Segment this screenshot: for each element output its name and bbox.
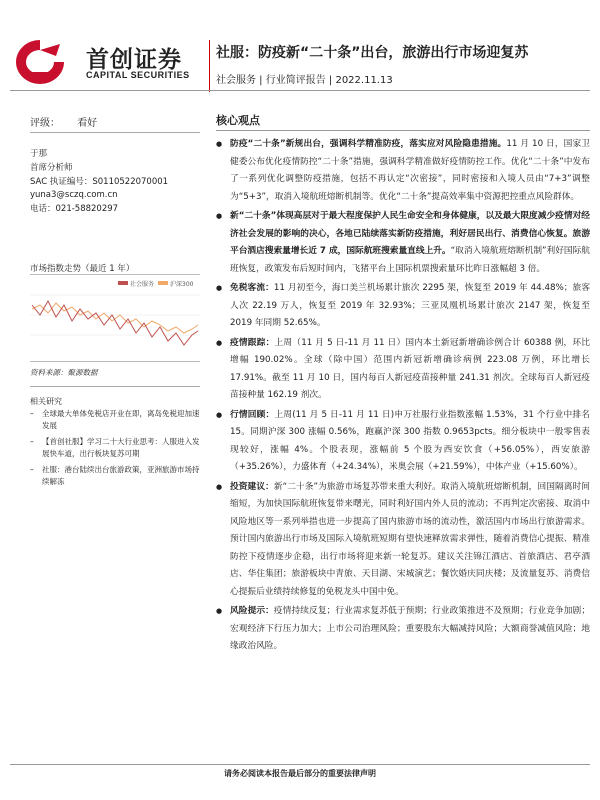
bullet-lead: 防疫“二十条”新规出台，强调科学精准防疫，落实应对风险隐患措施。 [230, 139, 507, 149]
core-view-item [216, 407, 590, 477]
bullet-body: “取消入境航班熔断机制”利好国际航班恢复，政策发布后短时间内，飞猪平台上国际机票搜索量环比昨日涨幅超 3 倍。 [230, 246, 590, 274]
rating-row [30, 114, 97, 129]
analyst-info [30, 148, 168, 217]
analyst-name: 于那 [30, 149, 48, 159]
chart-legend [118, 280, 194, 288]
capital-securities-logo-icon [10, 36, 70, 88]
bullet-icon: ● [216, 482, 223, 491]
list-dash-icon: – [30, 409, 34, 418]
bullet-lead: 免税客流： [230, 283, 274, 293]
related-research-list [30, 408, 202, 492]
bullet-icon: ● [216, 607, 223, 615]
bullet-icon: ● [216, 284, 223, 292]
bullet-lead: 新“二十条”体现高层对于最大程度保护人民生命安全和身体健康，以及最大限度减少疫情对经济社会发展的影响的决心，各地已陆续落实新防疫措施，利好居民出行、消费信心恢复。旅游平台酒店搜索量增长近 7 成，国际航班搜索量直线上升。 [230, 211, 590, 256]
list-dash-icon: – [30, 465, 34, 474]
footer-rule [10, 764, 590, 765]
bullet-icon: ● [216, 140, 223, 148]
chart-svg [30, 275, 200, 361]
bullet-lead: 投资建议： [230, 481, 274, 492]
analyst-phone: 电话：021-58820297 [30, 204, 119, 215]
analyst-sac: SAC 执证编号：S0110522070001 [30, 176, 169, 187]
bullet-icon: ● [216, 338, 223, 347]
header-divider [209, 40, 210, 92]
market-index-chart [30, 274, 200, 362]
legend-label-1: 沪深300 [170, 281, 194, 288]
core-view-item [216, 136, 590, 206]
bullet-body: 上周(11 月 5 日-11 月 11 日)申万社服行业指数涨幅 1.53%，31 个行业中排名 15。同期沪深 300 涨幅 0.56%，跑赢沪深 300 指数 0.9653pcts。细分板块中一般零售表现较好，涨幅 4%。个股表现，涨幅前 5 个股为西安饮食（+56.05%），西安旅游（+35.26%），力盛体育（+24.34%），米奥会展（+21.59%），中体产业（+15.60%）。 [230, 409, 590, 472]
legend-label-0: 社会服务 [130, 281, 155, 288]
bullet-icon: ● [216, 410, 223, 419]
rating-value: 看好 [77, 118, 98, 129]
core-view-item [216, 479, 590, 602]
bullet-lead: 行情回顾： [230, 409, 275, 420]
series-line-social-services [32, 301, 198, 345]
bullet-lead: 疫情跟踪： [230, 337, 275, 348]
related-item-text[interactable]: 【首创社服】学习二十大行业思考：人服进入发展快车道，出行板块复苏可期 [42, 437, 200, 458]
report-header [0, 0, 600, 108]
bullet-icon: ● [216, 212, 223, 220]
list-dash-icon: – [30, 437, 34, 446]
core-views-list [216, 136, 590, 658]
analyst-role: 首席分析师 [30, 162, 73, 173]
core-view-item [216, 335, 590, 405]
chart-title: 市场指数走势（最近 1 年） [30, 264, 135, 274]
bullet-body: 上周（11 月 5 日-11 月 11 日）国内本土新冠新增确诊例合计 60388 例，环比增幅 190.02%。全球（除中国）范围内新冠新增确诊病例 223.08 万例，环比增长 17.91%。截至 11 月 10 日，国内每百人新冠疫苗接种量 241.31 剂次。全球每百人新冠疫苗接种量 162.19 剂次。 [230, 337, 590, 400]
related-item-text[interactable]: 全球最大单体免税店开业在即，离岛免税迎加速发展 [42, 409, 200, 430]
report-title: 社服：防疫新“二十条”出台，旅游出行市场迎复苏 [216, 45, 529, 61]
core-view-item [216, 603, 590, 656]
core-view-item [216, 208, 590, 278]
core-view-item [216, 280, 590, 333]
bullet-lead: 风险提示： [230, 606, 274, 616]
bullet-body: 新“二十条”为旅游市场复苏带来重大利好。取消入境航班熔断机制，回国隔离时间缩短，为加快国际航班恢复带来曙光，同时利好国内外人员的流动；不再判定次密接、取消中风险地区等一系列举措也进一步提高了国内旅游市场的流动性，激活国内市场出行旅游需求。预计国内旅游出行市场及国际入境航班短期有望快速释放需求弹性，随着消费信心提振、精准防控下疫情逐步企稳，出行市场将迎来新一轮复苏。建议关注锦江酒店、首旅酒店、君亭酒店、华住集团；旅游板块中青旅、天目湖、宋城演艺；餐饮婚庆同庆楼；及流量复苏、消费信心提振后业绩持续修复的免税龙头中国中免。 [230, 481, 590, 597]
legend-swatch-1 [158, 281, 168, 285]
bullet-body: 11 月 10 日，国家卫健委公布优化疫情防控“二十条”措施，强调科学精准做好疫情防控工作。优化“二十条”中发布了一系列优化调整防疫措施，包括不再认定“次密接”，同时密接和入境人员由“7+3”调整为“5+3”，取消入境航班熔断机制等。优化“二十条”提高效率集中资源把控重点风险群体。 [230, 139, 590, 202]
chart-source: 资料来源：聚源数据 [30, 368, 98, 377]
rating-label: 评级： [30, 118, 60, 129]
report-meta: 社会服务 | 行业简评报告 | 2022.11.13 [216, 75, 393, 86]
header-rule [10, 90, 590, 91]
core-views-title: 核心观点 [216, 114, 260, 127]
legend-swatch-0 [118, 281, 128, 285]
related-item[interactable] [30, 464, 202, 488]
bullet-body: 11 月初至今，海口美兰机场累计旅次 2295 架，恢复至 2019 年 44.48%；旅客人次 22.19 万人，恢复至 2019 年 32.93%；三亚凤凰机场累计旅次 2147 架，恢复至 2019 年同期 52.65%。 [230, 283, 591, 328]
left-rule [30, 132, 200, 133]
related-item[interactable] [30, 436, 202, 460]
related-rule [30, 386, 200, 387]
logo-chinese-name: 首创证券 [86, 47, 182, 73]
logo-english-name: CAPITAL SECURITIES [86, 70, 190, 80]
series-line-hs300 [32, 303, 198, 333]
footer-disclaimer: 请务必阅读本报告最后部分的重要法律声明 [224, 769, 376, 778]
bullet-body: 疫情持续反复；行业需求复苏低于预期；行业政策推进不及预期；行业竞争加剧；宏观经济下行压力加大；上市公司治理风险；重要股东大幅减持风险；大额商誉减值风险；地缘政治风险。 [230, 606, 591, 651]
related-research-title: 相关研究 [30, 397, 62, 406]
core-rule [216, 130, 590, 131]
analyst-email[interactable]: yuna3@sczq.com.cn [30, 190, 118, 201]
related-item-text[interactable]: 社服：港台陆续出台旅游政策，亚洲旅游市场持续解冻 [42, 465, 200, 486]
related-item[interactable] [30, 408, 202, 432]
